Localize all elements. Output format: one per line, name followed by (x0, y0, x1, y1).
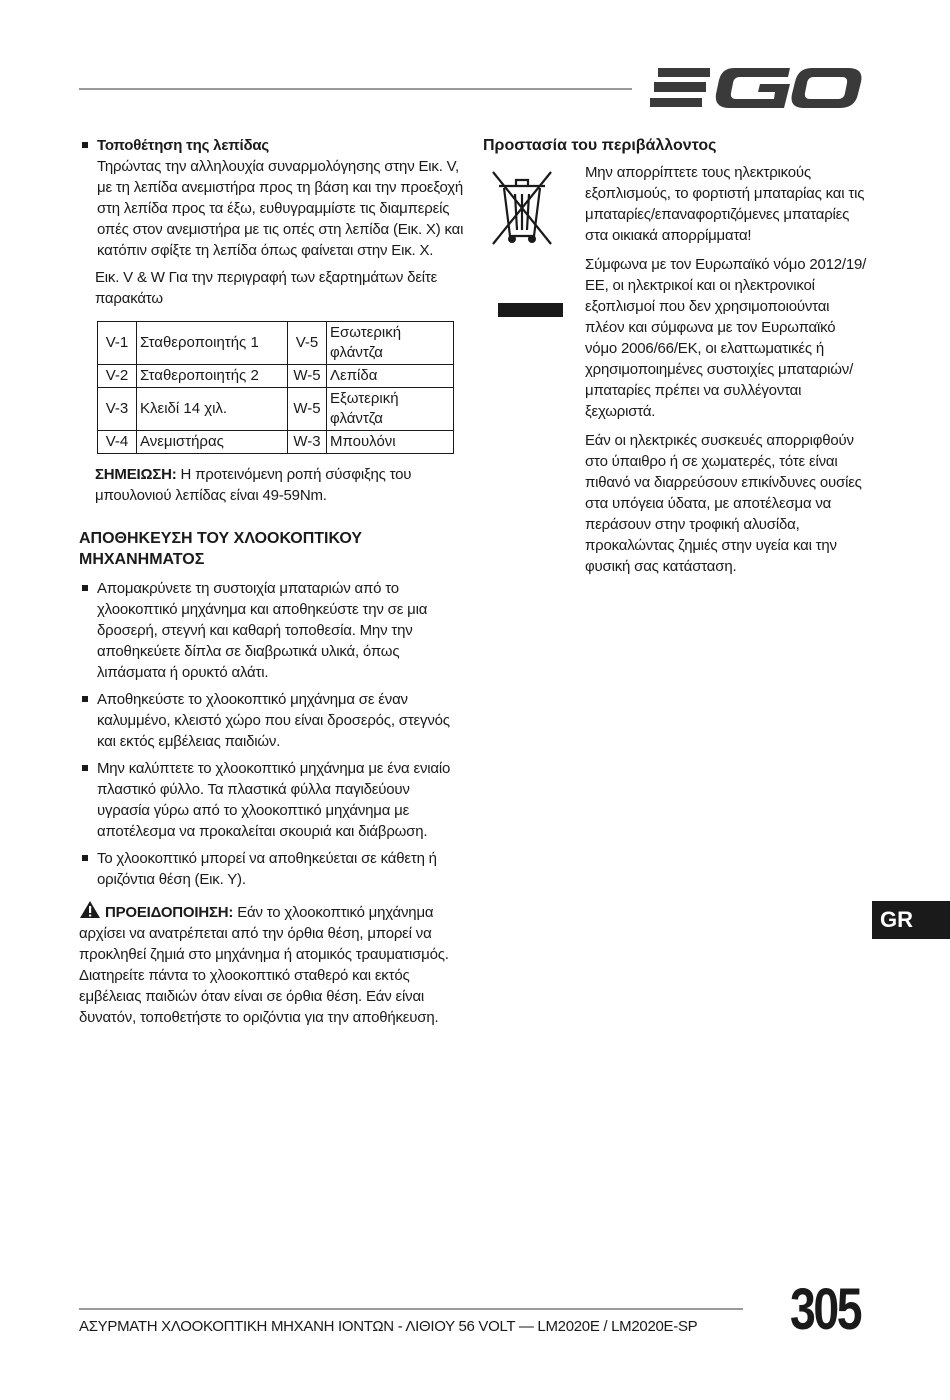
environment-paragraph: Σύμφωνα με τον Ευρωπαϊκό νόμο 2012/19/ΕΕ, οι ηλεκτρικοί και οι ηλεκτρονικοί εξοπλισμοί που δεν χρησιμοποιούνται πλέον και σύμφωνα με τον Ευρωπαϊκό νόμο 2006/66/ΕΚ, οι ελαττωματικές ή χρησιμοποιημένες συστοιχίες μπαταριών/μπαταρίες πρέπει να συλλέγονται ξεχωριστά. (585, 256, 867, 420)
list-item-text: Απομακρύνετε τη συστοιχία μπαταριών από το χλοοκοπτικό μηχάνημα και αποθηκεύστε την σε μια δροσερή, στεγνή και καθαρή τοποθεσία. Μην την αποθηκεύετε δίπλα σε διαβρωτικά υλικά, όπως λιπάσματα ή ορυκτό αλάτι. (97, 580, 428, 681)
part-name: Εσωτερική φλάντζα (327, 322, 454, 365)
list-item (79, 689, 464, 752)
warning-text: Εάν το χλοοκοπτικό μηχάνημα αρχίσει να ανατρέπεται από την όρθια θέση, μπορεί να προκληθεί ζημιά στο μηχάνημα ή ατομικός τραυματισμός. Διατηρείτε πάντα το χλοοκοπτικό σταθερό και εκτός εμβέλειας παιδιών όταν είναι σε όρθια θέση. Εάν είναι δυνατόν, τοποθετήστε το οριζόντια για την αποθήκευση. (79, 904, 449, 1026)
mounting-text: Τηρώντας την αλληλουχία συναρμολόγησης στην Εικ. V, με τη λεπίδα ανεμιστήρα προς τη βάση και την προεξοχή στη λεπίδα προς τα έξω, ευθυγραμμίστε τις διαμπερείς οπές στον ανεμιστήρα με τις οπές στη λεπίδα (Εικ. Χ) και κατόπιν σφίξτε τη λεπίδα όπως φαίνεται στην Εικ. Χ. (97, 158, 464, 259)
note-text: Η προτεινόμενη ροπή σύσφιξης του μπουλονιού λεπίδας είναι 49-59Nm. (95, 466, 412, 504)
storage-heading: ΑΠΟΘΗΚΕΥΣΗ ΤΟΥ ΧΛΟΟΚΟΠΤΙΚΟΥ ΜΗΧΑΝΗΜΑΤΟΣ (79, 530, 362, 568)
mounting-title: Τοποθέτηση της λεπίδας (97, 137, 270, 154)
part-code: V-4 (98, 431, 137, 454)
bullet-square (82, 585, 88, 591)
bullet-square (82, 855, 88, 861)
part-code: V-2 (98, 365, 137, 388)
part-code: V-5 (288, 322, 327, 365)
part-name: Λεπίδα (327, 365, 454, 388)
part-code: W-3 (288, 431, 327, 454)
environment-section (483, 162, 868, 577)
warning-label: ΠΡΟΕΙΔΟΠΟΙΗΣΗ: (104, 904, 234, 921)
part-name: Σταθεροποιητής 2 (137, 365, 288, 388)
note-label: ΣΗΜΕΙΩΣΗ: (95, 466, 177, 483)
list-item (79, 578, 464, 683)
ego-logo (650, 62, 862, 114)
footer-rule (79, 1308, 743, 1310)
bin-underline-bar (498, 303, 563, 317)
right-column (483, 135, 868, 585)
part-name: Εξωτερική φλάντζα (327, 388, 454, 431)
crossed-bin-icon (491, 168, 553, 246)
mounting-section (79, 135, 464, 261)
environment-text (585, 162, 868, 577)
storage-list (79, 578, 464, 890)
part-name: Σταθεροποιητής 1 (137, 322, 288, 365)
footer-title: ΑΣΥΡΜΑΤΗ ΧΛΟΟΚΟΠΤΙΚΗ ΜΗΧΑΝΗ ΙΟΝΤΩΝ - ΛΙΘΙΟΥ 56 VOLT — LM2020E / LM2020E-SP (79, 1318, 698, 1335)
part-code: V-3 (98, 388, 137, 431)
header-rule (79, 88, 632, 90)
list-item-text: Αποθηκεύστε το χλοοκοπτικό μηχάνημα σε έναν καλυμμένο, κλειστό χώρο που είναι δροσερός, στεγνός και εκτός εμβέλειας παιδιών. (97, 691, 450, 750)
part-code: W-5 (288, 365, 327, 388)
bullet-square (82, 696, 88, 702)
list-item-text: Το χλοοκοπτικό μπορεί να αποθηκεύεται σε κάθετη ή οριζόντια θέση (Εικ. Υ). (97, 850, 437, 888)
torque-note (95, 464, 464, 506)
table-row (98, 388, 454, 431)
table-row (98, 365, 454, 388)
parts-table (97, 321, 454, 454)
environment-paragraph: Μην απορρίπτετε τους ηλεκτρικούς εξοπλισμούς, το φορτιστή μπαταρίας και τις μπαταρίες/επαναφορτιζόμενες μπαταρίες στα οικιακά απορρίμματα! (585, 164, 865, 244)
environment-paragraph: Εάν οι ηλεκτρικές συσκευές απορριφθούν στο ύπαιθρο ή σε χωματερές, τότε είναι πιθανό να διαρρεύσουν επικίνδυνες ουσίες στα υπόγεια ύδατα, με αποτέλεσμα να περάσουν στην τροφική αλυσίδα, προκαλώντας ζημιές στην υγεία και την φυσική σας κατάσταση. (585, 432, 862, 575)
part-name: Μπουλόνι (327, 431, 454, 454)
environment-title: Προστασία του περιβάλλοντος (483, 137, 717, 154)
bullet-square (82, 765, 88, 771)
language-tab: GR (872, 901, 950, 939)
figure-reference: Εικ. V & W Για την περιγραφή των εξαρτημάτων δείτε παρακάτω (95, 269, 438, 307)
part-name: Κλειδί 14 χιλ. (137, 388, 288, 431)
part-name: Ανεμιστήρας (137, 431, 288, 454)
part-code: V-1 (98, 322, 137, 365)
warning-triangle-icon (79, 900, 101, 919)
list-item (79, 758, 464, 842)
part-code: W-5 (288, 388, 327, 431)
bullet-square (82, 142, 88, 148)
table-row (98, 322, 454, 365)
warning-block (79, 900, 464, 1028)
page-number: 305 (790, 1277, 861, 1342)
left-column (79, 135, 464, 1028)
list-item (79, 848, 464, 890)
list-item-text: Μην καλύπτετε το χλοοκοπτικό μηχάνημα με ένα ενιαίο πλαστικό φύλλο. Τα πλαστικά φύλλα παγιδεύουν υγρασία γύρω από το χλοοκοπτικό μηχάνημα με αποτέλεσμα να προκαλείται σκουριά και διάβρωση. (97, 760, 451, 840)
table-row (98, 431, 454, 454)
